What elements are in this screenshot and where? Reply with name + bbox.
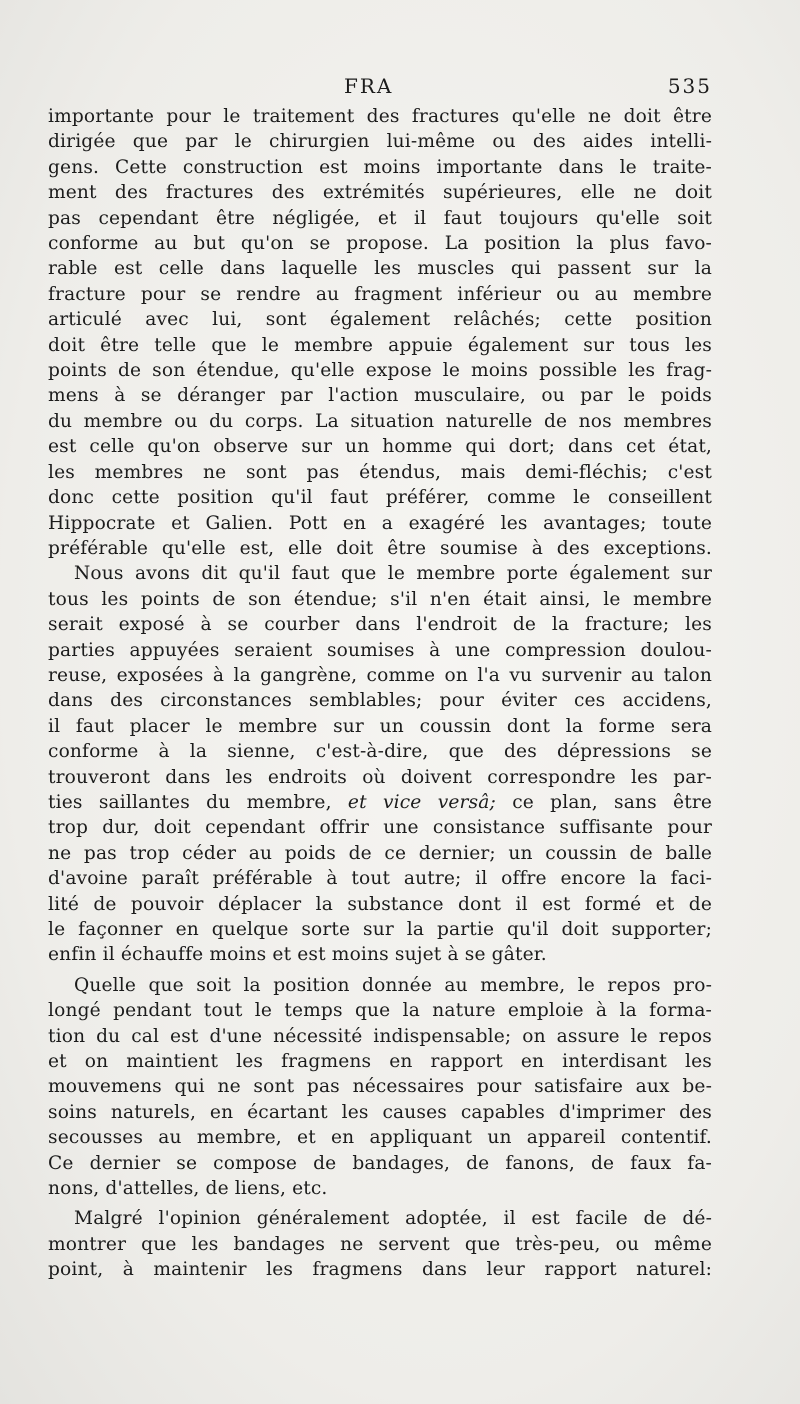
text-line: Nous avons dit qu'il faut que le membre porte également sur <box>74 563 712 585</box>
text-line: dans des circonstances semblables; pour éviter ces accidens, <box>48 690 712 712</box>
paragraph-1 <box>48 104 712 561</box>
text-line: soins naturels, en écartant les causes capables d'imprimer des <box>48 1101 712 1123</box>
text-line: préférable qu'elle est, elle doit être soumise à des exceptions. <box>48 537 712 559</box>
text-line: conforme à la sienne, c'est-à-dire, que des dépressions se <box>48 741 712 763</box>
text-line: ment des fractures des extrémités supérieures, elle ne doit <box>48 182 712 204</box>
text-line: Malgré l'opinion généralement adoptée, il est facile de dé- <box>74 1208 712 1230</box>
text-line: mouvemens qui ne sont pas nécessaires pour satisfaire aux be- <box>48 1076 712 1098</box>
text-line: rable est celle dans laquelle les muscles qui passent sur la <box>48 258 712 280</box>
text-line: dirigée que par le chirurgien lui-même ou des aides intelli- <box>48 131 712 153</box>
paragraph-3 <box>48 973 712 1202</box>
text-line: pas cependant être négligée, et il faut toujours qu'elle soit <box>48 207 712 229</box>
text-line: importante pour le traitement des fractures qu'elle ne doit être <box>48 106 712 127</box>
text-line: serait exposé à se courber dans l'endroit de la fracture; les <box>48 614 712 636</box>
text-line: est celle qu'on observe sur un homme qui dort; dans cet état, <box>48 436 712 458</box>
text-line: doit être telle que le membre appuie également sur tous les <box>48 334 712 356</box>
text-line: secousses au membre, et en appliquant un appareil contentif. <box>48 1127 712 1149</box>
text-line: d'avoine paraît préférable à tout autre; il offre encore la faci- <box>48 868 712 890</box>
text-line: les membres ne sont pas étendus, mais demi-fléchis; c'est <box>48 461 712 483</box>
text-line: Quelle que soit la position donnée au membre, le repos pro- <box>74 974 712 996</box>
text-line: il faut placer le membre sur un coussin dont la forme sera <box>48 715 712 737</box>
page-header <box>48 74 712 104</box>
line-tail: ce plan, sans être <box>512 791 713 813</box>
running-title: FRA <box>344 74 394 98</box>
text-line: enfin il échauffe moins et est moins sujet à se gâter. <box>48 944 547 966</box>
text-line: trouveront dans les endroits où doivent correspondre les par- <box>48 766 712 788</box>
paragraph-4 <box>48 1206 712 1282</box>
text-line: du membre ou du corps. La situation naturelle de nos membres <box>48 410 712 432</box>
paragraph-2 <box>48 561 712 968</box>
italic-phrase: et vice versâ; <box>347 791 496 813</box>
text-line: reuse, exposées à la gangrène, comme on l'a vu survenir au talon <box>48 664 712 686</box>
text-line: ne pas trop céder au poids de ce dernier; un coussin de balle <box>48 842 712 864</box>
text-line: Hippocrate et Galien. Pott en a exagéré les avantages; toute <box>48 512 712 534</box>
text-line: parties appuyées seraient soumises à une compression doulou- <box>48 639 712 661</box>
text-line: le façonner en quelque sorte sur la partie qu'il doit supporter; <box>48 919 712 940</box>
text-line: nons, d'attelles, de liens, etc. <box>48 1178 328 1200</box>
line-head: ties saillantes du membre, <box>48 791 332 813</box>
text-line: fracture pour se rendre au fragment inférieur ou au membre <box>48 283 712 305</box>
text-line: tion du cal est d'une nécessité indispensable; on assure le repos <box>48 1025 712 1047</box>
text-line: donc cette position qu'il faut préférer, comme le conseillent <box>48 487 712 509</box>
text-line: mens à se déranger par l'action musculaire, ou par le poids <box>48 385 712 407</box>
text-line: lité de pouvoir déplacer la substance dont il est formé et de <box>48 893 712 915</box>
text-line: gens. Cette construction est moins importante dans le traite- <box>48 156 712 178</box>
text-line: et on maintient les fragmens en rapport en interdisant les <box>48 1051 712 1073</box>
text-line: tous les points de son étendue; s'il n'en était ainsi, le membre <box>48 588 712 610</box>
page-number: 535 <box>667 74 712 98</box>
text-line: Ce dernier se compose de bandages, de fanons, de faux fa- <box>48 1152 712 1174</box>
text-line: articulé avec lui, sont également relâchés; cette position <box>48 309 712 331</box>
body-text <box>48 104 712 1283</box>
text-line: trop dur, doit cependant offrir une consistance suffisante pour <box>48 817 712 839</box>
text-line: montrer que les bandages ne servent que très-peu, ou même <box>48 1233 712 1255</box>
text-line: conforme au but qu'on se propose. La position la plus favo- <box>48 233 712 255</box>
text-line: longé pendant tout le temps que la nature emploie à la forma- <box>48 1000 712 1022</box>
text-line: point, à maintenir les fragmens dans leur rapport naturel: <box>48 1259 712 1281</box>
text-line-with-italic <box>48 790 712 815</box>
text-line: points de son étendue, qu'elle expose le moins possible les frag- <box>48 360 712 382</box>
